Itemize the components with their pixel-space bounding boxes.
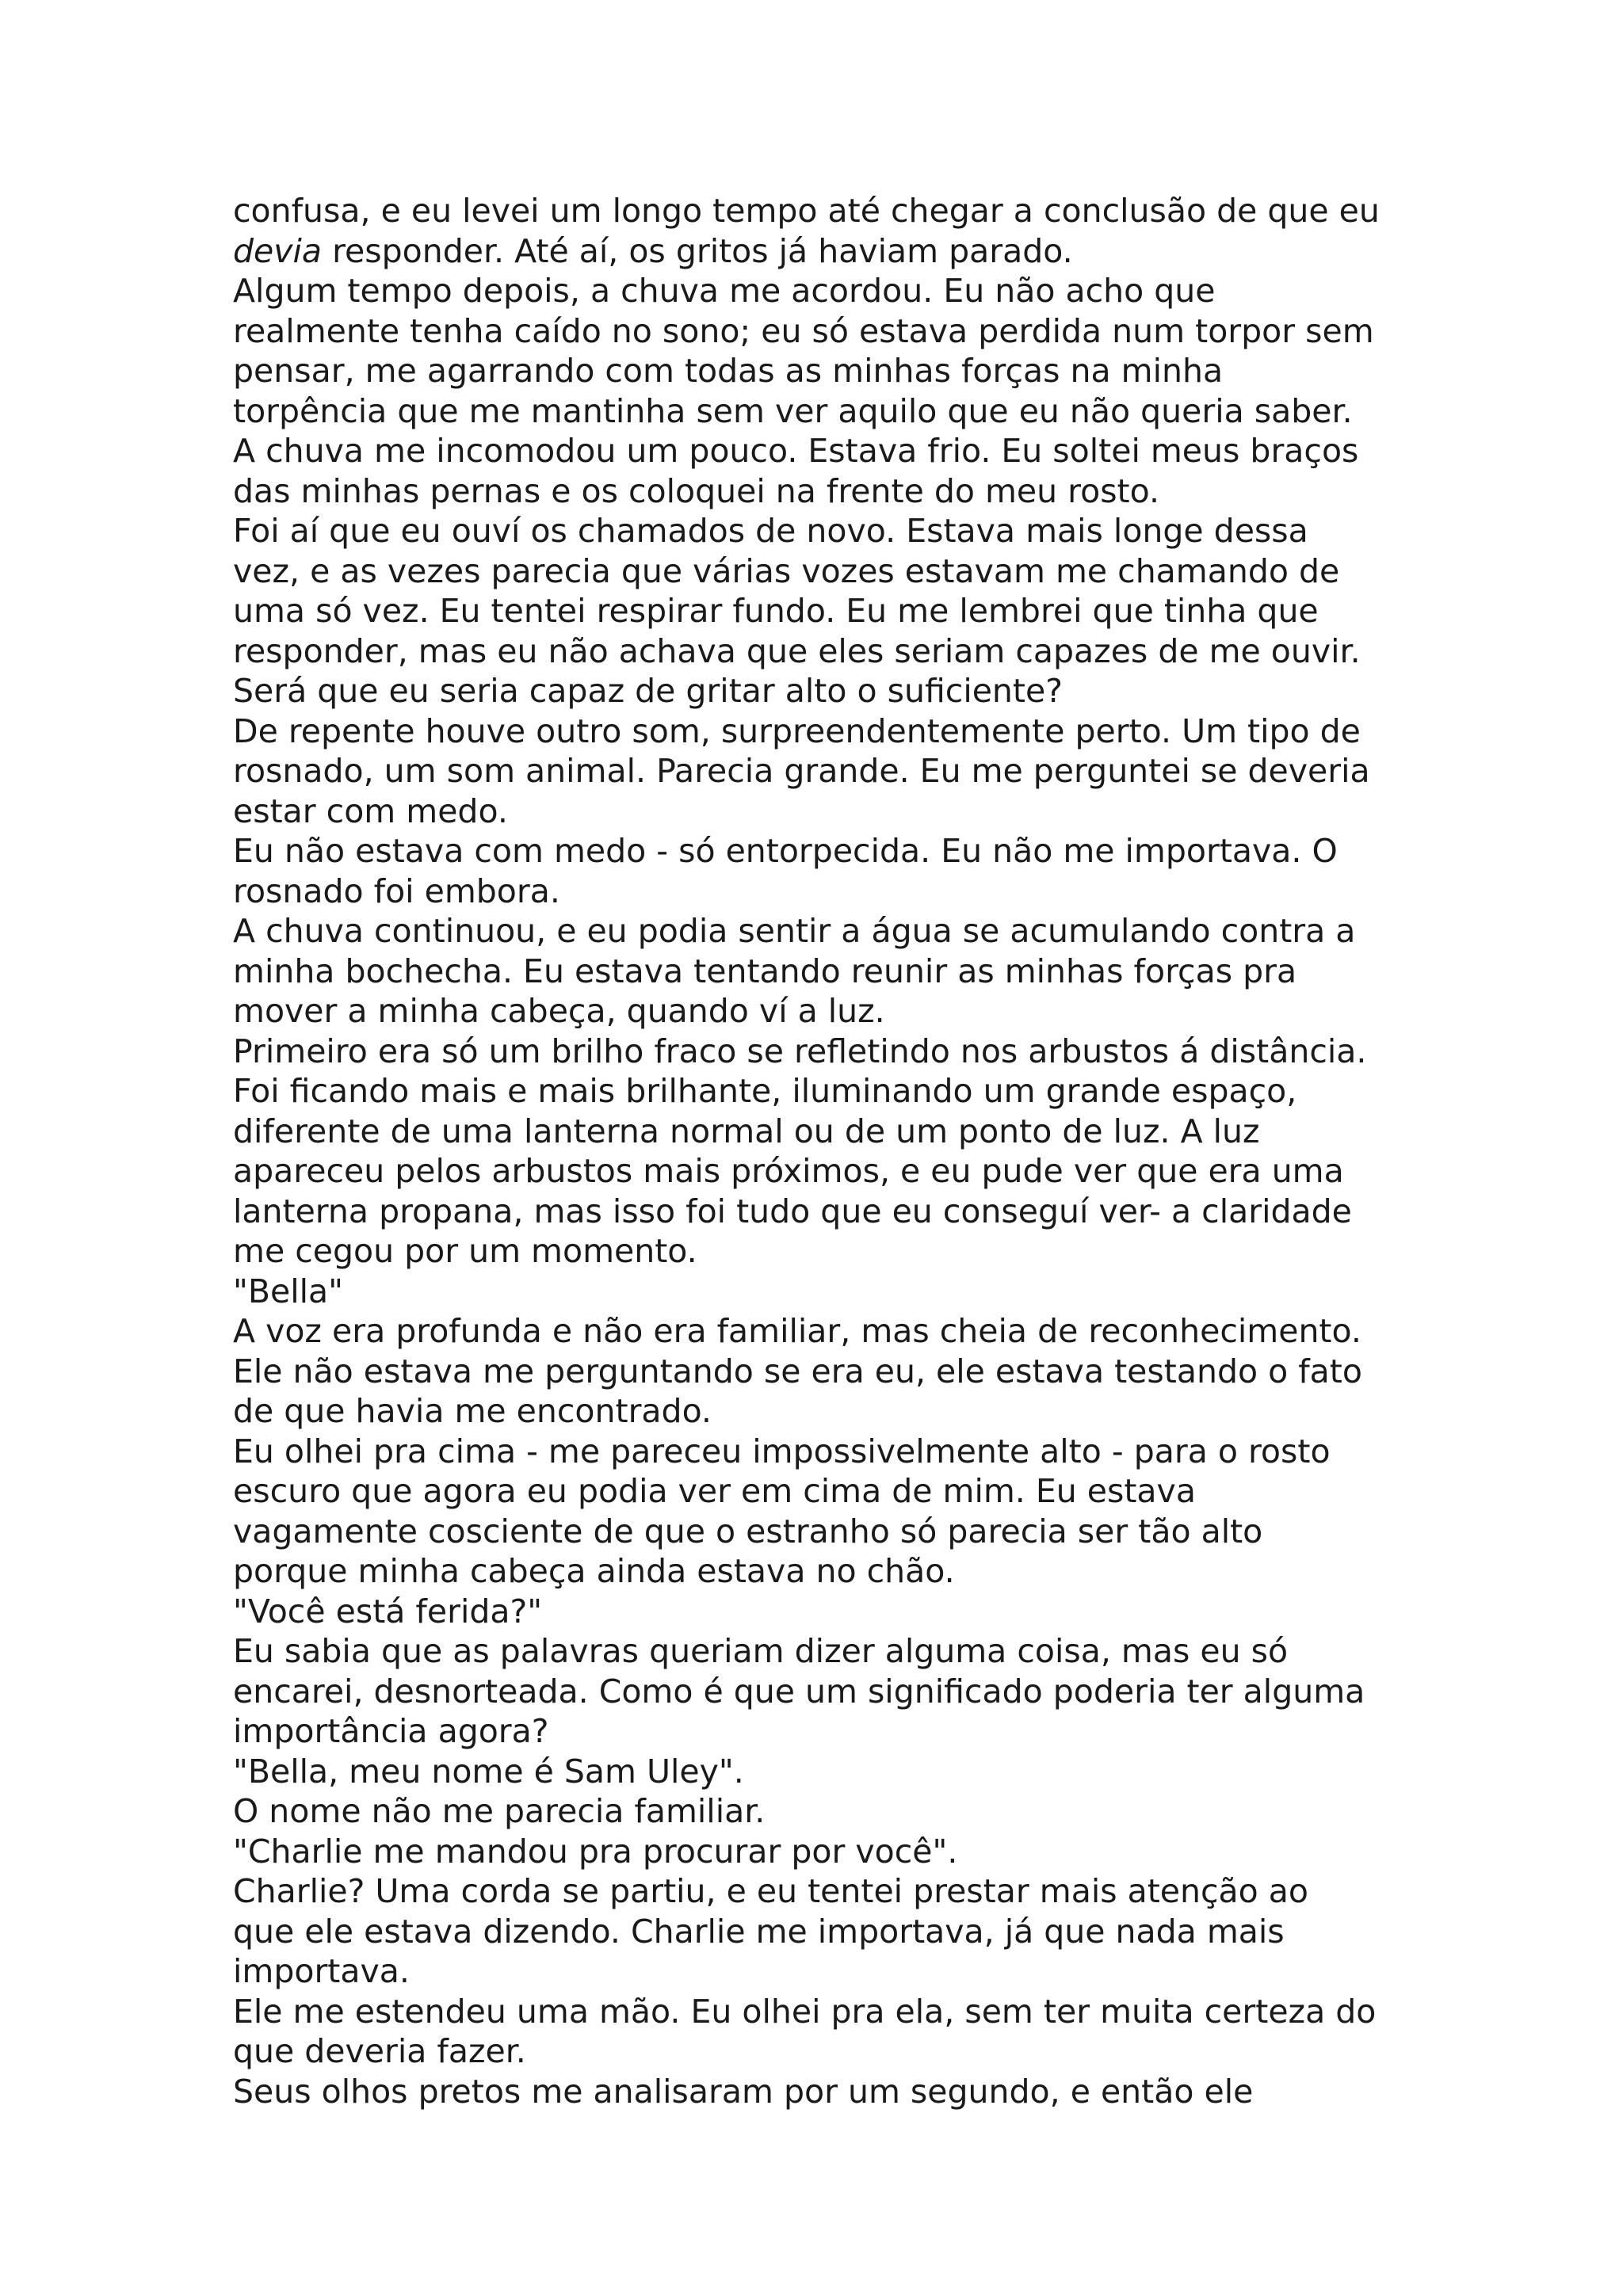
text-segment: De repente houve outro som, surpreendentemente perto. Um tipo de (233, 711, 1361, 750)
body-text (233, 191, 1422, 2111)
text-segment: Primeiro era só um brilho fraco se refletindo nos arbustos á distância. (233, 1032, 1367, 1070)
text-line (233, 1711, 1422, 1752)
text-line (233, 511, 1422, 551)
text-segment: Será que eu seria capaz de gritar alto o suficiente? (233, 672, 1063, 710)
text-line (233, 1151, 1422, 1192)
text-segment: Foi aí que eu ouví os chamados de novo. Estava mais longe dessa (233, 512, 1308, 550)
text-segment: vagamente cosciente de que o estranho só parecia ser tão alto (233, 1512, 1263, 1550)
text-segment: realmente tenha caído no sono; eu só estava perdida num torpor sem (233, 311, 1374, 350)
text-segment: responder, mas eu não achava que eles seriam capazes de me ouvir. (233, 631, 1361, 670)
text-line (233, 431, 1422, 471)
text-segment: torpência que me mantinha sem ver aquilo que eu não queria saber. (233, 391, 1353, 430)
text-line (233, 871, 1422, 912)
text-segment: Eu sabia que as palavras queriam dizer alguma coisa, mas eu só (233, 1632, 1289, 1670)
text-line (233, 1032, 1422, 1072)
text-segment: que ele estava dizendo. Charlie me importava, já que nada mais (233, 1912, 1285, 1951)
text-segment: rosnado foi embora. (233, 871, 560, 910)
text-line (233, 1832, 1422, 1872)
text-line (233, 1672, 1422, 1712)
text-segment: Ele me estendeu uma mão. Eu olhei pra ela, sem ter muita certeza do (233, 1992, 1377, 2031)
text-line (233, 191, 1422, 231)
text-segment: porque minha cabeça ainda estava no chão. (233, 1552, 955, 1590)
text-segment: diferente de uma lanterna normal ou de um ponto de luz. A luz (233, 1112, 1260, 1150)
text-line (233, 791, 1422, 832)
text-segment: importância agora? (233, 1712, 549, 1750)
text-line (233, 671, 1422, 711)
text-segment: A voz era profunda e não era familiar, mas cheia de reconhecimento. (233, 1312, 1361, 1350)
text-line (233, 391, 1422, 432)
text-line (233, 911, 1422, 952)
text-segment: vez, e as vezes parecia que várias vozes estavam me chamando de (233, 551, 1340, 590)
text-line (233, 1592, 1422, 1632)
text-segment: Eu não estava com medo - só entorpecida. Eu não me importava. O (233, 832, 1338, 870)
text-line (233, 1352, 1422, 1392)
text-line (233, 631, 1422, 672)
text-segment: rosnado, um som animal. Parecia grande. Eu me perguntei se deveria (233, 752, 1370, 790)
text-line (233, 1631, 1422, 1672)
text-line (233, 991, 1422, 1032)
text-line (233, 711, 1422, 752)
text-line (233, 1951, 1422, 1992)
text-line (233, 551, 1422, 592)
text-line (233, 2072, 1422, 2112)
text-line (233, 311, 1422, 352)
text-line (233, 1272, 1422, 1312)
text-segment: lanterna propana, mas isso foi tudo que eu conseguí ver- a claridade (233, 1192, 1352, 1230)
text-segment: mover a minha cabeça, quando ví a luz. (233, 992, 885, 1030)
text-line (233, 351, 1422, 391)
text-segment: minha bochecha. Eu estava tentando reunir as minhas forças pra (233, 952, 1297, 990)
text-line (233, 751, 1422, 791)
text-segment: "Charlie me mandou pra procurar por você". (233, 1832, 958, 1871)
text-segment: Foi ficando mais e mais brilhante, iluminando um grande espaço, (233, 1072, 1297, 1110)
text-line (233, 1231, 1422, 1272)
text-segment: estar com medo. (233, 791, 508, 830)
text-segment: A chuva me incomodou um pouco. Estava frio. Eu soltei meus braços (233, 432, 1359, 470)
text-line (233, 471, 1422, 512)
text-segment: das minhas pernas e os coloquei na frente do meu rosto. (233, 471, 1160, 510)
text-line (233, 1311, 1422, 1352)
text-segment: responder. Até aí, os gritos já haviam parado. (322, 231, 1073, 270)
text-segment: "Você está ferida?" (233, 1592, 543, 1630)
text-line (233, 271, 1422, 311)
text-line (233, 231, 1422, 272)
text-segment: O nome não me parecia familiar. (233, 1792, 766, 1830)
text-segment: A chuva continuou, e eu podia sentir a água se acumulando contra a (233, 912, 1356, 950)
text-line (233, 1112, 1422, 1152)
text-line (233, 1512, 1422, 1552)
text-segment: escuro que agora eu podia ver em cima de mim. Eu estava (233, 1472, 1196, 1510)
text-line (233, 1192, 1422, 1232)
text-line (233, 2031, 1422, 2072)
emphasized-word: devia (233, 231, 323, 270)
text-segment: "Bella, meu nome é Sam Uley". (233, 1752, 744, 1791)
text-segment: Ele não estava me perguntando se era eu, ele estava testando o fato (233, 1352, 1362, 1390)
text-line (233, 1071, 1422, 1112)
text-segment: "Bella" (233, 1272, 343, 1310)
text-segment: Charlie? Uma corda se partiu, e eu tentei prestar mais atenção ao (233, 1872, 1309, 1910)
text-line (233, 1551, 1422, 1592)
text-segment: importava. (233, 1952, 410, 1990)
text-line (233, 1871, 1422, 1912)
text-line (233, 591, 1422, 631)
text-segment: apareceu pelos arbustos mais próximos, e eu pude ver que era uma (233, 1152, 1344, 1190)
text-segment: Algum tempo depois, a chuva me acordou. Eu não acho que (233, 272, 1216, 310)
text-segment: de que havia me encontrado. (233, 1392, 712, 1430)
text-line (233, 831, 1422, 871)
text-line (233, 1912, 1422, 1952)
text-line (233, 1432, 1422, 1472)
text-line (233, 1471, 1422, 1512)
text-line (233, 1391, 1422, 1432)
text-segment: Eu olhei pra cima - me pareceu impossivelmente alto - para o rosto (233, 1432, 1331, 1470)
text-line (233, 1992, 1422, 2032)
text-segment: encarei, desnorteada. Como é que um significado poderia ter alguma (233, 1672, 1365, 1711)
text-line (233, 952, 1422, 992)
text-segment: confusa, e eu levei um longo tempo até chegar a conclusão de que eu (233, 192, 1380, 230)
text-segment: que deveria fazer. (233, 2032, 526, 2070)
text-segment: me cegou por um momento. (233, 1232, 697, 1270)
text-line (233, 1752, 1422, 1792)
text-line (233, 1791, 1422, 1832)
text-segment: uma só vez. Eu tentei respirar fundo. Eu me lembrei que tinha que (233, 592, 1319, 630)
text-segment: Seus olhos pretos me analisaram por um segundo, e então ele (233, 2072, 1254, 2111)
text-segment: pensar, me agarrando com todas as minhas forças na minha (233, 352, 1224, 390)
